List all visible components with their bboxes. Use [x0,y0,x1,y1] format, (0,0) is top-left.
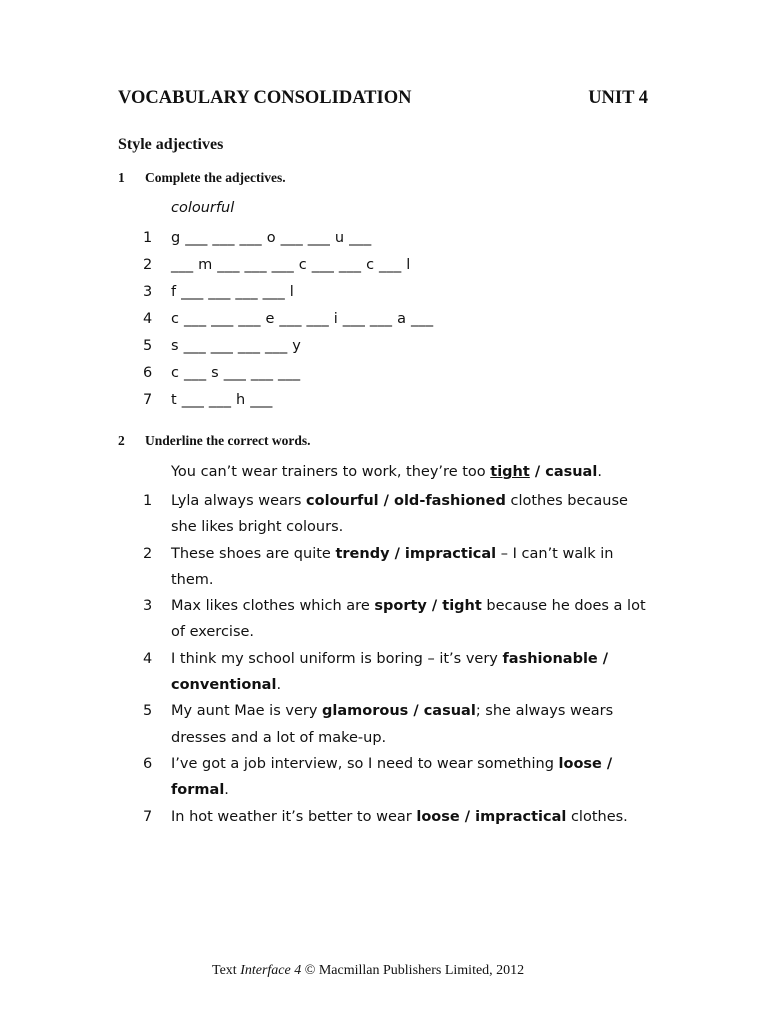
item-number: 7 [143,808,153,825]
sentence-end: because he does a lot of exercise. [171,598,646,641]
word-pattern: c ___ s ___ ___ ___ [171,365,301,381]
example-end: . [597,464,602,480]
sentence-start: Lyla always wears [171,493,307,509]
list-item [143,390,433,417]
exercise-2-number: 2 [118,433,125,448]
exercise-1-heading [118,170,286,186]
item-text [171,488,651,541]
item-number: 6 [143,755,153,772]
sentence-end: clothes because she likes bright colours. [171,493,628,536]
sentence-start: I think my school uniform is boring – it’s very [171,650,503,667]
list-item [143,363,433,390]
exercise-1-list [143,228,433,417]
item-number: 5 [143,703,153,720]
word-options: loose / impractical [416,808,567,825]
word-pattern: g ___ ___ ___ o ___ ___ u ___ [171,230,372,246]
sentence-end: – I can’t walk in them. [171,545,614,588]
sentence-start: These shoes are quite [171,545,336,562]
item-number: 5 [143,338,153,354]
word-options: sporty / tight [374,598,482,615]
word-options: colourful / old-fashioned [306,493,506,509]
sentence-start: Max likes clothes which are [171,598,375,615]
item-number: 2 [143,545,153,562]
item-text [171,593,651,646]
word-options: trendy / impractical [335,545,497,562]
word-options: fashionable / conventional [171,650,609,694]
page-title: VOCABULARY CONSOLIDATION [118,88,412,108]
exercise-2-heading [118,433,310,449]
footer-copyright: © Macmillan Publishers Limited, 2012 [301,963,525,978]
item-text [171,804,651,830]
list-item [143,541,663,594]
list-item [143,751,663,804]
example-text: You can’t wear trainers to work, they’re too [171,464,491,480]
sentence-start: In hot weather it’s better to wear [171,808,417,825]
list-item [143,255,433,282]
exercise-2-example [171,462,602,482]
word-pattern: ___ m ___ ___ ___ c ___ ___ c ___ l [171,257,411,273]
item-number: 1 [143,493,153,509]
list-item [143,804,663,830]
footer-prefix: Text [212,963,241,978]
footer-book-title: Interface 4 [240,963,302,978]
item-text [171,541,651,594]
sentence-start: My aunt Mae is very [171,703,323,720]
item-number: 4 [143,650,153,667]
item-text [171,751,651,804]
item-text [171,698,651,751]
example-separator: / [529,464,546,480]
copyright-footer [212,963,524,979]
list-item [143,698,663,751]
item-number: 2 [143,257,153,273]
exercise-1-example: colourful [171,200,235,216]
list-item [143,228,433,255]
item-number: 3 [143,284,153,300]
list-item [143,488,663,541]
exercise-2-list [143,488,663,830]
word-pattern: t ___ ___ h ___ [171,392,273,408]
section-title: Style adjectives [118,136,224,153]
list-item [143,646,663,699]
exercise-1-instruction: Complete the adjectives. [145,170,286,185]
item-number: 3 [143,598,153,615]
item-number: 6 [143,365,153,381]
item-number: 1 [143,230,153,246]
sentence-end: ; she always wears dresses and a lot of make-up. [171,703,614,746]
sentence-end: . [224,782,229,799]
list-item [143,593,663,646]
sentence-end: . [276,677,282,694]
list-item [143,336,433,363]
item-number: 4 [143,311,153,327]
unit-label: UNIT 4 [588,88,648,108]
word-pattern: f ___ ___ ___ ___ l [171,284,294,300]
exercise-1-number: 1 [118,170,125,185]
example-other-option: casual [545,464,598,480]
word-options: glamorous / casual [322,703,476,720]
sentence-end: clothes. [566,808,628,825]
item-text [171,646,651,699]
item-number: 7 [143,392,153,408]
word-options: loose / formal [171,755,613,799]
page-header [118,88,648,109]
sentence-start: I’ve got a job interview, so I need to wear something [171,755,559,772]
exercise-2-instruction: Underline the correct words. [145,433,311,448]
list-item [143,282,433,309]
word-pattern: c ___ ___ ___ e ___ ___ i ___ ___ a ___ [171,311,434,327]
example-answer: tight [490,464,530,480]
list-item [143,309,433,336]
word-pattern: s ___ ___ ___ ___ y [171,338,301,354]
